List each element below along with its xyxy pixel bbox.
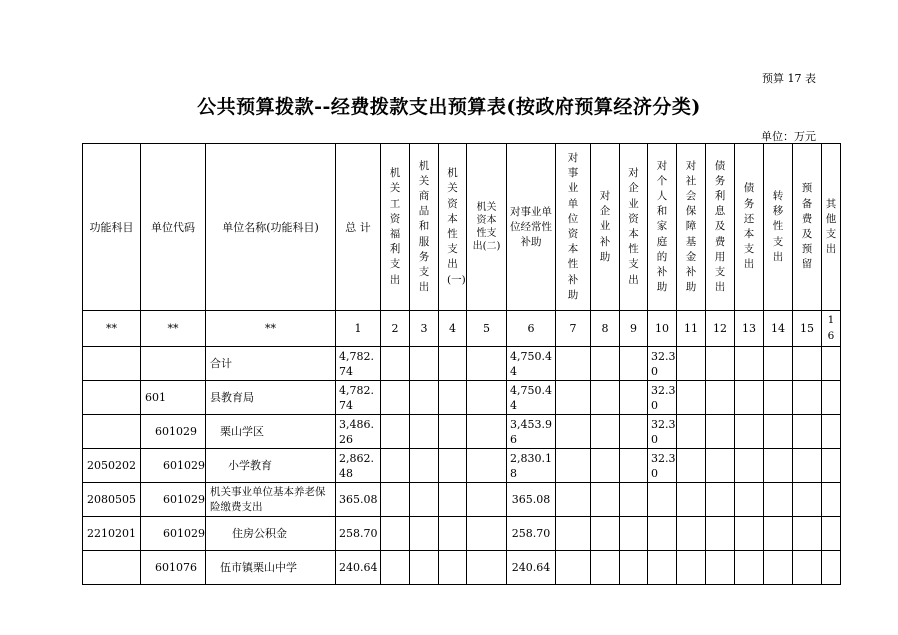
total-cell: 4,782.74	[336, 347, 381, 381]
budget-table	[82, 143, 841, 585]
c6-cell: 365.08	[507, 483, 556, 517]
func-code-cell	[83, 415, 141, 449]
unit-code-cell: 601029	[141, 517, 206, 551]
func-code-cell	[83, 347, 141, 381]
func-code-cell: 2080505	[83, 483, 141, 517]
c10-cell: 32.30	[648, 415, 677, 449]
c6-cell: 240.64	[507, 551, 556, 585]
page-title: 公共预算拨款--经费拨款支出预算表(按政府预算经济分类)	[197, 96, 701, 118]
table-row	[83, 347, 841, 381]
c10-cell	[648, 517, 677, 551]
unit-code-cell: 601	[141, 381, 206, 415]
unit-code-cell: 601076	[141, 551, 206, 585]
table-row	[83, 483, 841, 517]
unit-name-cell: 合计	[206, 347, 336, 381]
unit-name-cell: 伍市镇栗山中学	[206, 551, 336, 585]
index-num: 8	[591, 311, 620, 347]
index-num: 12	[706, 311, 735, 347]
index-unit: **	[141, 311, 206, 347]
header-col-9: 对企业资本性支出	[620, 144, 648, 311]
c10-cell: 32.30	[648, 449, 677, 483]
func-code-cell: 2210201	[83, 517, 141, 551]
table-row	[83, 449, 841, 483]
index-num: 9	[620, 311, 648, 347]
header-col-10: 对个人和家庭的补助	[648, 144, 677, 311]
func-code-cell: 2050202	[83, 449, 141, 483]
unit-name-cell: 县教育局	[206, 381, 336, 415]
table-row	[83, 517, 841, 551]
header-col-12: 债务利息及费用支出	[706, 144, 735, 311]
index-num: 14	[764, 311, 793, 347]
index-num: 4	[439, 311, 467, 347]
c10-cell: 32.30	[648, 347, 677, 381]
index-num: 11	[677, 311, 706, 347]
table-row	[83, 551, 841, 585]
header-row	[83, 144, 841, 311]
unit-label: 单位：万元	[761, 130, 816, 143]
index-num: 3	[410, 311, 439, 347]
c6-cell: 2,830.18	[507, 449, 556, 483]
index-num: 1	[336, 311, 381, 347]
c10-cell	[648, 483, 677, 517]
c6-cell: 3,453.96	[507, 415, 556, 449]
unit-name-cell: 机关事业单位基本养老保险缴费支出	[206, 483, 336, 517]
index-row	[83, 311, 841, 347]
index-num: 6	[507, 311, 556, 347]
c6-cell: 258.70	[507, 517, 556, 551]
header-unit-name: 单位名称(功能科目)	[206, 144, 336, 311]
total-cell: 365.08	[336, 483, 381, 517]
c6-cell: 4,750.44	[507, 347, 556, 381]
header-col-13: 债务还本支出	[735, 144, 764, 311]
unit-name-cell: 小学教育	[206, 449, 336, 483]
unit-name-cell: 栗山学区	[206, 415, 336, 449]
header-col-5: 机关资本性支出(二)	[467, 144, 507, 311]
index-func: **	[83, 311, 141, 347]
header-col-15: 预备费及预留	[793, 144, 822, 311]
index-num: 10	[648, 311, 677, 347]
header-col-8: 对企业补助	[591, 144, 620, 311]
header-col-16: 其他支出	[822, 144, 841, 311]
func-code-cell	[83, 551, 141, 585]
total-cell: 4,782.74	[336, 381, 381, 415]
header-col-4: 机关资本性支出(一)	[439, 144, 467, 311]
c10-cell	[648, 551, 677, 585]
total-cell: 3,486.26	[336, 415, 381, 449]
total-cell: 240.64	[336, 551, 381, 585]
header-unit-code: 单位代码	[141, 144, 206, 311]
index-num: 2	[381, 311, 410, 347]
table-row	[83, 381, 841, 415]
index-num: 5	[467, 311, 507, 347]
unit-code-cell	[141, 347, 206, 381]
total-cell: 258.70	[336, 517, 381, 551]
c10-cell: 32.30	[648, 381, 677, 415]
header-col-11: 对社会保障基金补助	[677, 144, 706, 311]
unit-code-cell: 601029	[141, 483, 206, 517]
unit-code-cell: 601029	[141, 449, 206, 483]
index-num: 7	[556, 311, 591, 347]
index-num: 13	[735, 311, 764, 347]
header-col-6: 对事业单位经常性补助	[507, 144, 556, 311]
total-cell: 2,862.48	[336, 449, 381, 483]
header-col-2: 机关工资福利支出	[381, 144, 410, 311]
index-num: 16	[822, 311, 841, 347]
header-col-7: 对事业单位资本性补助	[556, 144, 591, 311]
table-row	[83, 415, 841, 449]
index-num: 15	[793, 311, 822, 347]
unit-code-cell: 601029	[141, 415, 206, 449]
unit-name-cell: 住房公积金	[206, 517, 336, 551]
c6-cell: 4,750.44	[507, 381, 556, 415]
func-code-cell	[83, 381, 141, 415]
header-total: 总 计	[336, 144, 381, 311]
form-number: 预算 17 表	[762, 72, 816, 85]
header-func-code: 功能科目	[83, 144, 141, 311]
header-col-14: 转移性支出	[764, 144, 793, 311]
header-col-3: 机关商品和服务支出	[410, 144, 439, 311]
index-name: **	[206, 311, 336, 347]
